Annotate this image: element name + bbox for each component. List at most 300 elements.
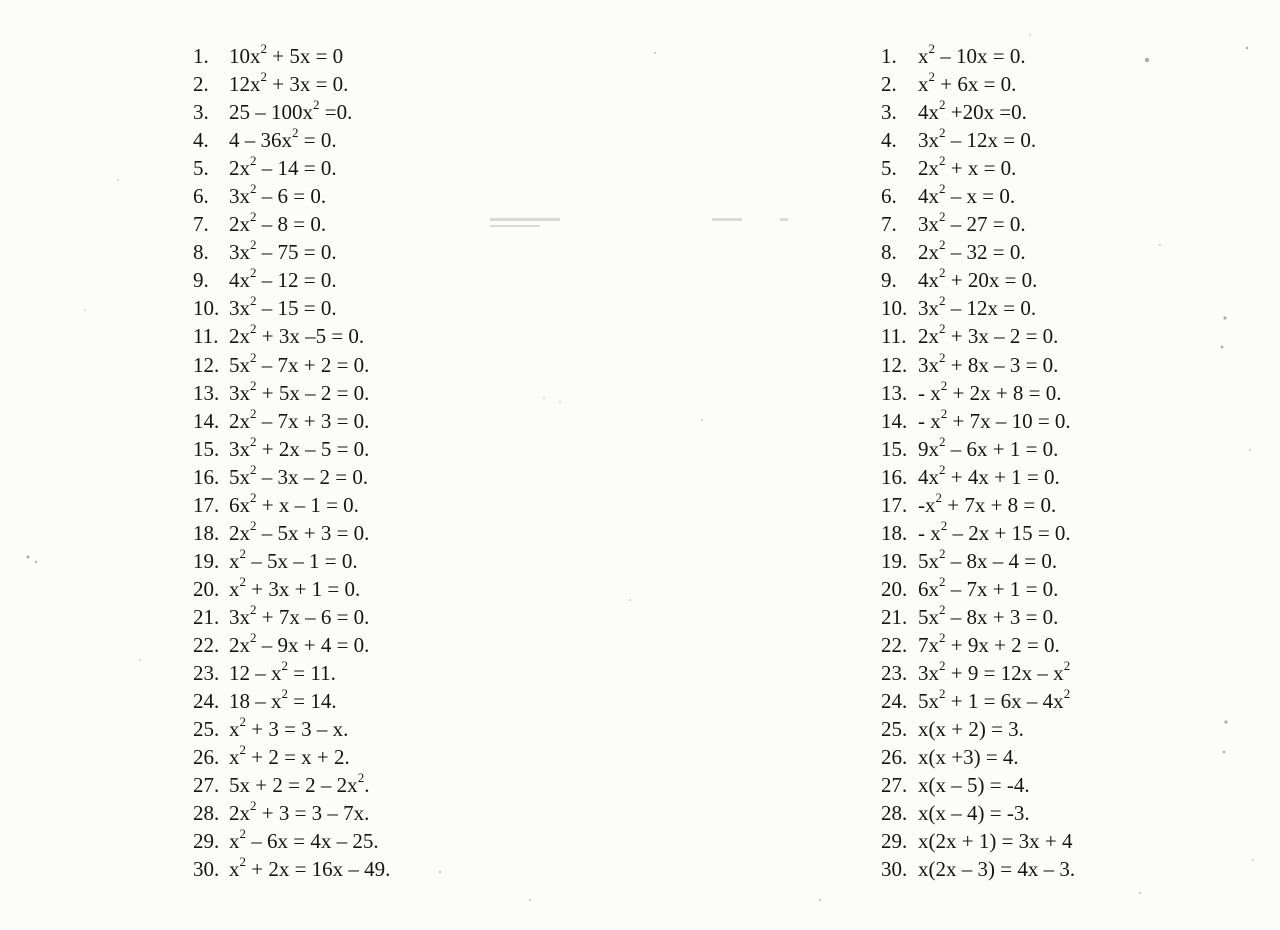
problem-item: [193, 687, 390, 715]
problem-equation: [229, 98, 352, 126]
equation-text: 3x: [918, 128, 939, 153]
equation-text: 2x: [229, 212, 250, 237]
equation-text: 4x: [229, 268, 250, 293]
problem-item: [193, 799, 390, 827]
problem-number: 15.: [193, 436, 220, 461]
problem-item: [193, 547, 390, 575]
problem-item: [193, 379, 390, 407]
equation-text: – 15 = 0.: [256, 296, 337, 321]
equation-text: + 2x = 16x – 49.: [246, 857, 391, 882]
equation-text: + 5x = 0: [267, 44, 344, 68]
problem-number: 3.: [881, 100, 897, 125]
equation-text: x: [229, 548, 240, 573]
problem-number: 23.: [881, 661, 908, 686]
problem-item: [193, 659, 390, 687]
equation-text: – 7x + 1 = 0.: [945, 576, 1059, 601]
equation-text: – 7x + 2 = 0.: [256, 352, 370, 377]
equation-text: + 3x + 1 = 0.: [246, 576, 361, 601]
equation-text: x(x + 2) = 3.: [918, 717, 1024, 742]
problem-equation: [229, 799, 369, 827]
problem-equation: [918, 98, 1027, 126]
exponent: 2: [939, 181, 946, 197]
problem-equation: [918, 575, 1058, 603]
problem-number: 26.: [193, 745, 220, 770]
equation-text: – x = 0.: [945, 184, 1016, 209]
equation-text: + 6x = 0.: [935, 72, 1017, 97]
equation-text: 5x: [918, 548, 939, 573]
exponent: 2: [239, 545, 246, 561]
equation-text: + 7x – 6 = 0.: [256, 604, 370, 629]
problem-number: 17.: [193, 492, 220, 517]
equation-text: – 14 = 0.: [256, 156, 337, 181]
equation-text: 3x: [918, 212, 939, 237]
exponent: 2: [939, 125, 946, 141]
problem-equation: [918, 70, 1016, 98]
equation-text: + 3 = 3 – x.: [246, 717, 349, 742]
exponent: 2: [940, 405, 948, 421]
equation-text: – 6 = 0.: [256, 184, 327, 209]
problem-number: 13.: [881, 380, 908, 405]
problem-equation: [918, 799, 1030, 827]
equation-text: 3x: [229, 436, 250, 461]
problem-equation: [918, 631, 1060, 659]
exponent: 2: [250, 153, 257, 169]
problem-item: [881, 182, 1075, 210]
equation-text: – 12x = 0.: [945, 128, 1037, 153]
equation-text: =0.: [319, 100, 353, 125]
problem-equation: [229, 603, 369, 631]
problem-equation: [918, 771, 1030, 799]
exponent: 2: [250, 321, 257, 337]
exponent: 2: [939, 265, 946, 281]
problem-equation: [229, 42, 343, 70]
equation-text: + x = 0.: [945, 156, 1017, 181]
problem-item: [193, 743, 390, 771]
equation-text: – 5x – 1 = 0.: [246, 548, 358, 573]
exponent: 2: [250, 209, 257, 225]
problem-equation: [918, 407, 1071, 435]
equation-text: 2x: [229, 156, 250, 181]
problem-equation: [229, 659, 336, 687]
problem-number: 10.: [881, 296, 908, 321]
equation-text: 2x: [229, 801, 250, 826]
problem-item: [881, 266, 1075, 294]
equation-text: 5x: [229, 352, 250, 377]
problem-equation: [918, 435, 1058, 463]
problem-item: [193, 575, 390, 603]
equation-text: – 5x + 3 = 0.: [256, 520, 370, 545]
problem-number: 2.: [881, 72, 897, 97]
problem-equation: [229, 379, 369, 407]
exponent: 2: [357, 770, 365, 786]
equation-text: 4x: [918, 268, 939, 293]
problem-number: 5.: [881, 156, 897, 181]
equation-text: + 8x – 3 = 0.: [945, 352, 1059, 377]
problem-number: 17.: [881, 492, 908, 517]
problem-number: 25.: [193, 717, 220, 742]
problem-number: 23.: [193, 661, 220, 686]
equation-text: = 0.: [298, 128, 337, 153]
equation-text: + 20x = 0.: [945, 268, 1038, 293]
equation-text: +20x =0.: [945, 100, 1027, 125]
problem-equation: [229, 182, 326, 210]
problem-equation: [229, 827, 379, 855]
problem-item: [193, 519, 390, 547]
equation-text: x: [229, 717, 240, 742]
problem-number: 11.: [881, 324, 907, 349]
equation-text: + 5x – 2 = 0.: [256, 380, 370, 405]
problem-number: 26.: [881, 745, 908, 770]
problem-number: 9.: [881, 268, 897, 293]
exponent: 2: [250, 265, 257, 281]
problem-equation: [229, 463, 368, 491]
problem-item: [881, 238, 1075, 266]
exponent: 2: [940, 377, 948, 393]
equation-text: 6x: [229, 492, 250, 517]
problem-number: 21.: [193, 604, 220, 629]
problem-item: [881, 463, 1075, 491]
problem-item: [881, 210, 1075, 238]
problem-item: [193, 435, 390, 463]
exponent: 2: [281, 658, 288, 674]
exponent: 2: [260, 69, 267, 85]
equation-text: 5x + 2 = 2 – 2x: [229, 773, 358, 798]
problem-item: [193, 351, 390, 379]
equation-text: x(x +3) = 4.: [918, 745, 1019, 770]
exponent: 2: [939, 433, 946, 449]
equation-text: – 7x + 3 = 0.: [256, 408, 370, 433]
problem-equation: [229, 743, 350, 771]
exponent: 2: [250, 798, 257, 814]
problem-item: [881, 659, 1075, 687]
problem-equation: [918, 210, 1026, 238]
equation-text: + 3x – 2 = 0.: [945, 324, 1059, 349]
equation-text: 3x: [229, 380, 250, 405]
equation-text: – 3x – 2 = 0.: [256, 464, 369, 489]
problem-equation: [229, 70, 348, 98]
problem-number: 12.: [881, 352, 908, 377]
problem-item: [881, 435, 1075, 463]
equation-text: 5x: [229, 464, 250, 489]
equation-text: + x – 1 = 0.: [256, 492, 359, 517]
equation-text: 3x: [918, 296, 939, 321]
equation-text: x: [229, 745, 240, 770]
problem-number: 30.: [881, 857, 908, 882]
equation-text: 2x: [918, 324, 939, 349]
problem-item: [881, 575, 1075, 603]
problem-number: 18.: [193, 520, 220, 545]
equation-text: 4x: [918, 100, 939, 125]
equation-text: + 2x + 8 = 0.: [947, 380, 1062, 405]
equation-text: + 2 = x + 2.: [246, 745, 350, 770]
exponent: 2: [939, 658, 946, 674]
problem-equation: [229, 715, 348, 743]
problem-number: 6.: [881, 184, 897, 209]
equation-text: 3x: [918, 661, 939, 686]
equation-text: - x: [918, 408, 941, 433]
problem-item: [193, 70, 390, 98]
problem-number: 8.: [193, 240, 209, 265]
equation-text: x: [229, 857, 240, 882]
exponent: 2: [939, 573, 946, 589]
problem-equation: [918, 827, 1073, 855]
equation-text: – 8x + 3 = 0.: [945, 604, 1059, 629]
problem-item: [881, 855, 1075, 883]
problem-number: 11.: [193, 324, 219, 349]
problem-item: [193, 266, 390, 294]
problem-equation: [918, 463, 1060, 491]
equation-text: + 7x – 10 = 0.: [947, 408, 1071, 433]
exponent: 2: [939, 461, 946, 477]
exponent: 2: [281, 686, 288, 702]
problem-item: [193, 631, 390, 659]
equation-text: 3x: [229, 184, 250, 209]
problem-item: [881, 70, 1075, 98]
equation-text: 2x: [229, 408, 250, 433]
exponent: 2: [1063, 658, 1071, 674]
problem-item: [193, 182, 390, 210]
exponent: 2: [292, 125, 299, 141]
equation-text: 18 – x: [229, 689, 282, 714]
exponent: 2: [250, 489, 257, 505]
left-problem-list: [193, 42, 390, 883]
exponent: 2: [250, 405, 257, 421]
problem-number: 28.: [193, 801, 220, 826]
exponent: 2: [939, 97, 946, 113]
equation-text: – 32 = 0.: [945, 240, 1026, 265]
problem-equation: [918, 379, 1062, 407]
problem-number: 9.: [193, 268, 209, 293]
exponent: 2: [939, 237, 946, 253]
problem-equation: [229, 435, 369, 463]
problem-equation: [229, 575, 360, 603]
exponent: 2: [250, 377, 257, 393]
problem-number: 22.: [193, 632, 220, 657]
equation-text: x: [918, 72, 929, 97]
problem-item: [881, 42, 1075, 70]
problem-equation: [229, 491, 359, 519]
problem-equation: [229, 855, 390, 883]
problem-number: 8.: [881, 240, 897, 265]
problem-item: [193, 98, 390, 126]
problem-number: 25.: [881, 717, 908, 742]
equation-text: 2x: [918, 240, 939, 265]
equation-text: 25 – 100x: [229, 100, 313, 125]
problem-number: 20.: [193, 576, 220, 601]
problem-equation: [229, 631, 369, 659]
problem-equation: [229, 238, 337, 266]
problem-equation: [918, 547, 1057, 575]
exponent: 2: [313, 97, 320, 113]
problem-item: [881, 547, 1075, 575]
equation-text: x: [229, 576, 240, 601]
equation-text: 2x: [918, 156, 939, 181]
exponent: 2: [939, 293, 946, 309]
problem-equation: [229, 407, 369, 435]
exponent: 2: [250, 629, 257, 645]
problem-item: [881, 294, 1075, 322]
problem-item: [193, 855, 390, 883]
problem-item: [193, 407, 390, 435]
problem-equation: [918, 603, 1058, 631]
problem-item: [881, 322, 1075, 350]
exponent: 2: [250, 181, 257, 197]
equation-text: – 2x + 15 = 0.: [947, 520, 1071, 545]
equation-text: x(2x + 1) = 3x + 4: [918, 829, 1073, 854]
equation-text: 3x: [229, 296, 250, 321]
problem-number: 18.: [881, 520, 908, 545]
problem-number: 14.: [193, 408, 220, 433]
problem-number: 16.: [881, 464, 908, 489]
problem-number: 1.: [193, 44, 209, 68]
problem-equation: [229, 126, 337, 154]
problem-item: [193, 294, 390, 322]
right-problem-list: [881, 42, 1075, 883]
problem-equation: [918, 266, 1037, 294]
problem-item: [881, 743, 1075, 771]
problem-item: [193, 126, 390, 154]
equation-text: – 9x + 4 = 0.: [256, 632, 370, 657]
exponent: 2: [250, 461, 257, 477]
equation-text: 3x: [918, 352, 939, 377]
equation-text: 4x: [918, 464, 939, 489]
problem-item: [881, 603, 1075, 631]
equation-text: x: [229, 829, 240, 854]
problem-item: [881, 491, 1075, 519]
exponent: 2: [939, 545, 946, 561]
problem-number: 21.: [881, 604, 908, 629]
problem-number: 4.: [193, 128, 209, 153]
problem-number: 12.: [193, 352, 220, 377]
problem-number: 2.: [193, 72, 209, 97]
problem-equation: [229, 322, 364, 350]
equation-text: 2x: [229, 632, 250, 657]
problem-equation: [918, 659, 1070, 687]
equation-text: x(x – 5) = -4.: [918, 773, 1030, 798]
problem-item: [881, 827, 1075, 855]
exponent: 2: [935, 489, 942, 505]
problem-number: 24.: [881, 689, 908, 714]
equation-text: - x: [918, 520, 941, 545]
problem-number: 22.: [881, 632, 908, 657]
problem-number: 19.: [193, 548, 220, 573]
problem-item: [881, 519, 1075, 547]
exponent: 2: [250, 601, 257, 617]
problem-number: 29.: [193, 829, 220, 854]
equation-text: – 27 = 0.: [945, 212, 1026, 237]
exponent: 2: [250, 517, 257, 533]
problem-number: 30.: [193, 857, 220, 882]
problem-equation: [229, 210, 326, 238]
problem-equation: [229, 351, 369, 379]
problem-item: [881, 799, 1075, 827]
equation-text: 3x: [229, 604, 250, 629]
problem-number: 24.: [193, 689, 220, 714]
exponent: 2: [239, 573, 246, 589]
exponent: 2: [939, 601, 946, 617]
problem-number: 16.: [193, 464, 220, 489]
problem-equation: [918, 519, 1071, 547]
problem-number: 14.: [881, 408, 908, 433]
problem-equation: [229, 266, 337, 294]
problem-item: [193, 603, 390, 631]
equation-text: + 1 = 6x – 4x: [945, 689, 1064, 714]
problem-number: 27.: [193, 773, 220, 798]
equation-text: + 2x – 5 = 0.: [256, 436, 370, 461]
problem-equation: [918, 126, 1036, 154]
problem-number: 1.: [881, 44, 897, 68]
equation-text: – 6x = 4x – 25.: [246, 829, 379, 854]
problem-equation: [229, 771, 369, 799]
equation-text: 3x: [229, 240, 250, 265]
exponent: 2: [1063, 686, 1071, 702]
equation-text: – 8x – 4 = 0.: [945, 548, 1058, 573]
equation-text: – 12x = 0.: [945, 296, 1037, 321]
problem-number: 7.: [881, 212, 897, 237]
problem-number: 15.: [881, 436, 908, 461]
problem-number: 28.: [881, 801, 908, 826]
problem-item: [881, 98, 1075, 126]
problem-item: [881, 351, 1075, 379]
problem-item: [881, 154, 1075, 182]
exponent: 2: [250, 433, 257, 449]
equation-text: – 75 = 0.: [256, 240, 337, 265]
problem-number: 13.: [193, 380, 220, 405]
equation-text: + 9x + 2 = 0.: [945, 632, 1060, 657]
exponent: 2: [239, 826, 246, 842]
equation-text: 2x: [229, 324, 250, 349]
exponent: 2: [939, 153, 946, 169]
exponent: 2: [239, 742, 246, 758]
equation-text: + 3x = 0.: [267, 72, 349, 97]
problem-item: [881, 379, 1075, 407]
problem-equation: [918, 715, 1024, 743]
problem-equation: [918, 322, 1058, 350]
problem-number: 3.: [193, 100, 209, 125]
exponent: 2: [939, 629, 946, 645]
equation-text: + 3 = 3 – 7x.: [256, 801, 370, 826]
equation-text: 4 – 36x: [229, 128, 292, 153]
exponent: 2: [260, 41, 267, 56]
problem-equation: [229, 547, 358, 575]
equation-text: – 12 = 0.: [256, 268, 337, 293]
exponent: 2: [928, 41, 935, 56]
problem-equation: [918, 42, 1026, 70]
problem-number: 27.: [881, 773, 908, 798]
problem-equation: [918, 238, 1026, 266]
problem-item: [193, 491, 390, 519]
problem-number: 7.: [193, 212, 209, 237]
exponent: 2: [239, 714, 246, 730]
equation-text: 9x: [918, 436, 939, 461]
exponent: 2: [928, 69, 935, 85]
problem-item: [193, 238, 390, 266]
equation-text: – 10x = 0.: [935, 44, 1026, 68]
problem-item: [193, 827, 390, 855]
problem-item: [193, 42, 390, 70]
problem-item: [193, 210, 390, 238]
problem-number: 10.: [193, 296, 220, 321]
problem-number: 19.: [881, 548, 908, 573]
problem-number: 5.: [193, 156, 209, 181]
equation-text: 12x: [229, 72, 261, 97]
equation-text: = 11.: [288, 661, 336, 686]
equation-text: x(2x – 3) = 4x – 3.: [918, 857, 1076, 882]
equation-text: x: [918, 44, 929, 68]
problem-item: [881, 715, 1075, 743]
exponent: 2: [939, 321, 946, 337]
problem-equation: [229, 294, 337, 322]
